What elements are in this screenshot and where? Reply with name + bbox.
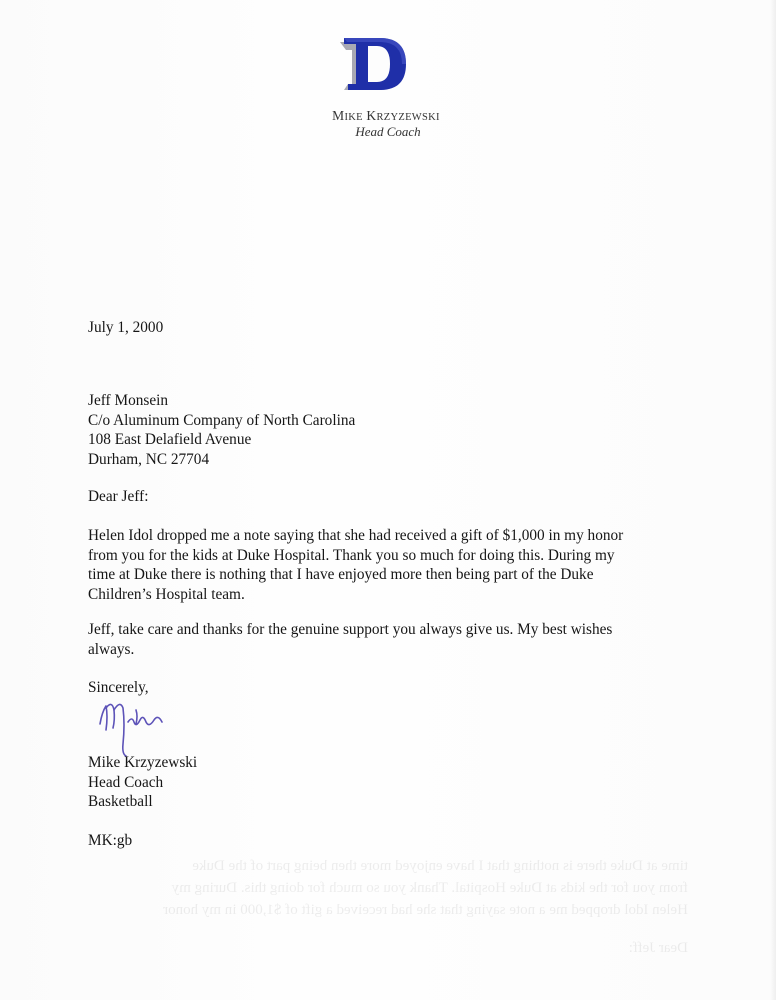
typist-initials: MK:gb (88, 832, 133, 849)
salutation: Dear Jeff: (88, 488, 149, 505)
signature-block (88, 753, 197, 812)
body-paragraph-1 (88, 526, 623, 604)
closing: Sincerely, (88, 679, 149, 696)
bleed-through-texture: time at Duke there is nothing that I have enjoyed more then being part of the Duke from you for the kids at Duke Hospital. Thank you so much for doing this. During my Helen Idol dropped me a note saying that she had received a gift of $1,000 in my honor Dear Jeff: (163, 858, 688, 956)
signer-department: Basketball (88, 793, 153, 810)
letterhead-name (0, 108, 776, 124)
letterhead-first-initial: M (332, 108, 345, 123)
letterhead-first-rest: IKE (344, 112, 363, 123)
page-edge-shadow (770, 0, 776, 1000)
letter-date: July 1, 2000 (88, 319, 164, 336)
paragraph-line: time at Duke there is nothing that I have enjoyed more then being part of the Duke (88, 566, 594, 583)
signer-name: Mike Krzyzewski (88, 754, 198, 771)
letterhead-title: Head Coach (355, 124, 421, 139)
recipient-address (88, 391, 355, 469)
letterhead-last-rest: RZYZEWSKI (376, 112, 440, 123)
recipient-name: Jeff Monsein (88, 392, 169, 409)
body-paragraph-2 (88, 620, 612, 659)
paragraph-line: from you for the kids at Duke Hospital. Thank you so much for doing this. During my (88, 546, 615, 564)
paragraph-line: always. (88, 640, 135, 658)
letterhead-last-initial: K (366, 108, 377, 123)
paragraph-line: Children’s Hospital team. (88, 585, 245, 603)
paragraph-line: Helen Idol dropped me a note saying that she had received a gift of $1,000 in my honor (88, 527, 624, 544)
paragraph-line: Jeff, take care and thanks for the genuine support you always give us. My best wishes (88, 621, 613, 638)
recipient-company: C/o Aluminum Company of North Carolina (88, 411, 356, 429)
duke-d-logo (338, 36, 408, 94)
signer-title: Head Coach (88, 773, 164, 791)
recipient-street: 108 East Delafield Avenue (88, 431, 252, 448)
recipient-city: Durham, NC 27704 (88, 450, 210, 468)
